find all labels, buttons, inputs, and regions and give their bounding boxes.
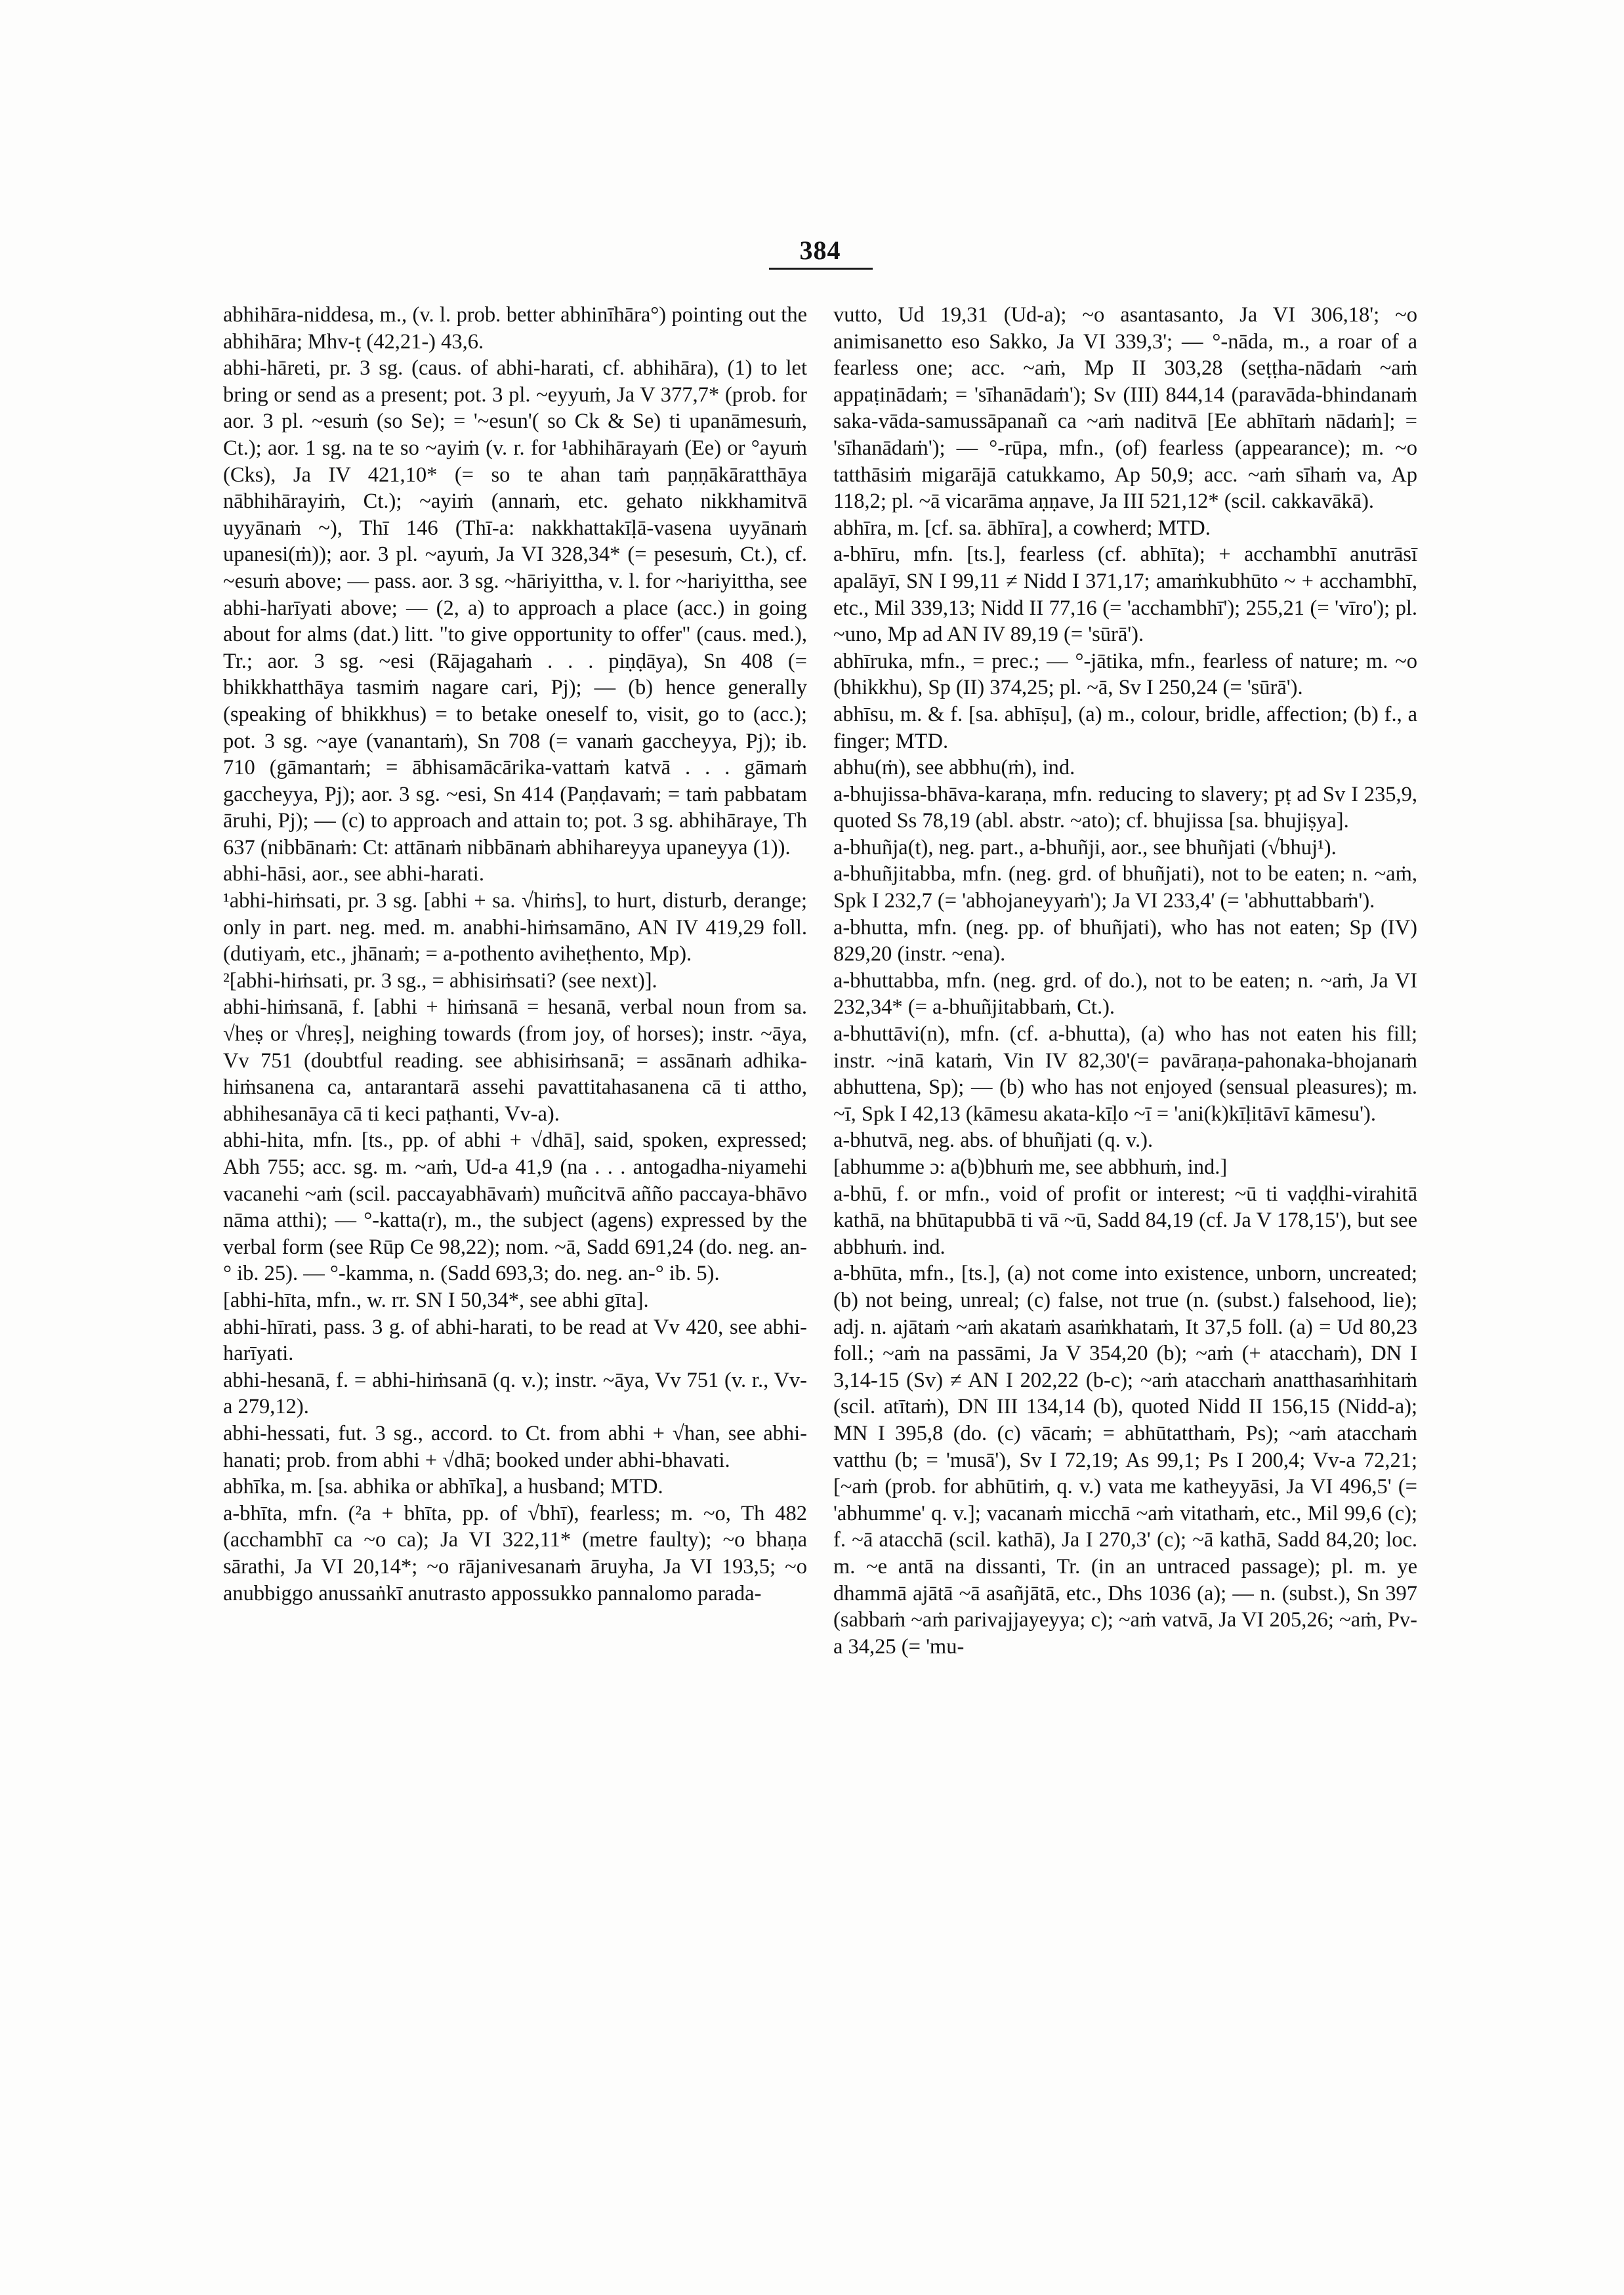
dictionary-entry: abhi-hesanā, f. = abhi-hiṁsanā (q. v.); instr. ~āya, Vv 751 (v. r., Vv-a 279,12). (223, 1368, 807, 1419)
dictionary-entry: abhīka, m. [sa. abhika or abhīka], a husband; MTD. (223, 1475, 663, 1499)
right-column (833, 302, 1417, 1660)
dictionary-entry: abhi-hāreti, pr. 3 sg. (caus. of abhi-harati, cf. abhihāra), (1) to let bring or send as a present; pot. 3 pl. ~eyyuṁ, Ja V 377,7* (prob. for aor. 3 pl. ~esuṁ (so Se); = '~esun'( so Ck & Se) ti upanāmesuṁ, Ct.); aor. 1 sg. na te so ~ayiṁ (v. r. for ¹abhihārayaṁ (Ee) or °ayuṁ (Cks), Ja IV 421,10* (= so te ahan taṁ paṇṇākāratthāya nābhihārayiṁ, Ct.); ~ayiṁ (annaṁ, etc. gehato nikkhamitvā uyyānaṁ ~), Thī 146 (Thī-a: nakkhattakīḷā-vasena uyyānaṁ upanesi(ṁ)); aor. 3 pl. ~ayuṁ, Ja VI 328,34* (= pesesuṁ, Ct.), cf. ~esuṁ above; — pass. aor. 3 sg. ~hāriyittha, v. l. for ~hariyittha, see abhi-harīyati above; — (2, a) to approach a place (acc.) in going about for alms (dat.) litt. "to give opportunity to offer" (caus. med.), Tr.; aor. 3 sg. ~esi (Rājagahaṁ . . . piṇḍāya), Sn 408 (= bhikkhatthāya tasmiṁ nagare cari, Pj); — (b) hence generally (speaking of bhikkhus) = to betake oneself to, visit, go to (acc.); pot. 3 sg. ~aye (vanantaṁ), Sn 708 (= vanaṁ gaccheyya, Pj); ib. 710 (gāmantaṁ; = ābhisamācārika-vattaṁ katvā . . . gāmaṁ gaccheyya, Pj); aor. 3 sg. ~esi, Sn 414 (Paṇḍavaṁ; = taṁ pabbatam āruhi, Pj); — (c) to approach and attain to; pot. 3 sg. abhihāraye, Th 637 (nibbānaṁ: Ct: attānaṁ nibbānaṁ abhihareyya upaneyya (1)). (223, 356, 807, 859)
dictionary-entry: ¹abhi-hiṁsati, pr. 3 sg. [abhi + sa. √hiṁs], to hurt, disturb, derange; only in part. neg. med. m. anabhi-hiṁsamāno, AN IV 419,29 foll. (dutiyaṁ, etc., jhānaṁ; = a-pothento avihеṭhento, Mp). (223, 889, 807, 966)
dictionary-entry: a-bhuñjitabba, mfn. (neg. grd. of bhuñjati), not to be eaten; n. ~aṁ, Spk I 232,7 (= 'abhojaneyyaṁ'); Ja VI 233,4' (= 'abhuttabbaṁ'). (833, 862, 1417, 913)
page-number-rule (769, 268, 873, 270)
page-number: 384 (799, 236, 841, 265)
dictionary-entry: abhihāra-niddesa, m., (v. l. prob. better abhinīhāra°) pointing out the abhihāra; Mhv-ṭ (42,21-) 43,6. (223, 303, 807, 354)
dictionary-entry: abhīruka, mfn., = prec.; — °-jātika, mfn., fearless of nature; m. ~o (bhikkhu), Sp (II) 374,25; pl. ~ā, Sv I 250,24 (= 'sūrā'). (833, 649, 1417, 700)
dictionary-entry: [abhi-hīta, mfn., w. rr. SN I 50,34*, see abhi gīta]. (223, 1288, 649, 1312)
dictionary-entry: abhi-hāsi, aor., see abhi-harati. (223, 862, 484, 886)
dictionary-entry: abhīra, m. [cf. sa. ābhīra], a cowherd; MTD. (833, 516, 1211, 540)
dictionary-entry: a-bhutvā, neg. abs. of bhuñjati (q. v.). (833, 1128, 1154, 1153)
dictionary-entry: a-bhīta, mfn. (²a + bhīta, pp. of √bhī), fearless; m. ~o, Th 482 (acchambhī ca ~o ca); Ja VI 322,11* (metre faulty); ~o bhaṇa sārathi, Ja VI 20,14*; ~o rājanivesanaṁ āruyha, Ja VI 193,5; ~o anubbiggo anussaṅkī anutrasto appossukko pannalomo parada- (223, 1501, 807, 1605)
dictionary-entry: abhīsu, m. & f. [sa. abhīṣu], (a) m., colour, bridle, affection; (b) f., a finger; MTD. (833, 702, 1417, 753)
dictionary-entry: abhi-hita, mfn. [ts., pp. of abhi + √dhā], said, spoken, expressed; Abh 755; acc. sg. m. ~aṁ, Ud-a 41,9 (na . . . antogadha-niyamehi vacanehi ~aṁ (scil. paccayabhāvaṁ) muñcitvā añño paccaya-bhāvo nāma atthi); — °-katta(r), m., the subject (agens) expressed by the verbal form (see Rūp Ce 98,22); nom. ~ā, Sadd 691,24 (do. neg. an-° ib. 25). — °-kamma, n. (Sadd 693,3; do. neg. an-° ib. 5). (223, 1128, 807, 1286)
dictionary-entry: a-bhū, f. or mfn., void of profit or interest; ~ū ti vaḍḍhi-virahitā kathā, na bhūtapubbā ti vā ~ū, Sadd 84,19 (cf. Ja V 178,15'), but see abbhuṁ. ind. (833, 1182, 1417, 1259)
dictionary-entry: a-bhuttāvi(n), mfn. (cf. a-bhutta), (a) who has not eaten his fill; instr. ~inā kataṁ, Vin IV 82,30'(= pavāraṇa-pahonaka-bhojanaṁ abhuttena, Sp); — (b) who has not enjoyed (sensual pleasures); m. ~ī, Spk I 42,13 (kāmesu akata-kīḷo ~ī = 'ani(k)kīḷitāvī kāmesu'). (833, 1022, 1417, 1126)
dictionary-entry: abhi-hīrati, pass. 3 g. of abhi-harati, to be read at Vv 420, see abhi-harīyati. (223, 1315, 807, 1366)
dictionary-entry: a-bhutta, mfn. (neg. pp. of bhuñjati), who has not eaten; Sp (IV) 829,20 (instr. ~ena). (833, 915, 1417, 966)
left-column (223, 302, 807, 1607)
dictionary-entry: a-bhīru, mfn. [ts.], fearless (cf. abhīta); + acchambhī anutrāsī apalāyī, SN I 99,11 ≠ Nidd I 371,17; amaṁkubhūto ~ + acchambhī, etc., Mil 339,13; Nidd II 77,16 (= 'acchambhī'); 255,21 (= 'vīro'); pl. ~uno, Mp ad AN IV 89,19 (= 'sūrā'). (833, 543, 1417, 647)
dictionary-entry: a-bhuñja(t), neg. part., a-bhuñji, aor., see bhuñjati (√bhuj¹). (833, 835, 1337, 859)
dictionary-entry: abhi-hessati, fut. 3 sg., accord. to Ct. from abhi + √han, see abhi-hanati; prob. from abhi + √dhā; booked under abhi-bhavati. (223, 1421, 807, 1472)
dictionary-entry: abhi-hiṁsanā, f. [abhi + hiṁsanā = hesanā, verbal noun from sa. √heṣ or √hreṣ], neighing towards (from joy, of horses); instr. ~āya, Vv 751 (doubtful reading. see abhisiṁsanā; = assānaṁ adhika-hiṁsanena ca, antarantarā assehi pavattitahasanena cā ti attho, abhihesanāya cā ti keci paṭhanti, Vv-a). (223, 995, 807, 1126)
dictionary-entry: ²[abhi-hiṁsati, pr. 3 sg., = abhisiṁsati? (see next)]. (223, 968, 657, 993)
dictionary-entry: abhu(ṁ), see abbhu(ṁ), ind. (833, 756, 1075, 780)
dictionary-entry: vutto, Ud 19,31 (Ud-a); ~o asantasanto, Ja VI 306,18'; ~o animisanetto eso Sakko, Ja VI 339,3'; — °-nāda, m., a roar of a fearless one; acc. ~aṁ, Mp II 303,28 (seṭṭha-nādaṁ ~aṁ appaṭinādaṁ; = 'sīhanādaṁ'); Sv (III) 844,14 (paravāda-bhindanaṁ saka-vāda-samussāpanañ ca ~aṁ naditvā [Ee abhītaṁ nādaṁ]; = 'sīhanādaṁ'); — °-rūpa, mfn., (of) fearless (appearance); m. ~o tatthāsiṁ migarājā catukkamo, Ap 50,9; acc. ~aṁ sīhaṁ va, Ap 118,2; pl. ~ā vicarāma aṇṇave, Ja III 521,12* (scil. cakkavākā). (833, 303, 1417, 514)
dictionary-entry: a-bhuttabba, mfn. (neg. grd. of do.), not to be eaten; n. ~aṁ, Ja VI 232,34* (= a-bhuñjitabbaṁ, Ct.). (833, 968, 1417, 1020)
dictionary-entry: [abhumme ɔ: a(b)bhuṁ me, see abbhuṁ, ind.] (833, 1155, 1228, 1179)
dictionary-entry: a-bhūta, mfn., [ts.], (a) not come into existence, unborn, uncreated; (b) not being, unreal; (c) false, not true (n. (subst.) falsehood, lie); adj. n. ajātaṁ ~aṁ akataṁ asaṁkhataṁ, It 37,5 foll. (a) = Ud 80,23 foll.; ~aṁ na passāmi, Ja V 354,20 (b); ~aṁ (+ atacchaṁ), DN I 3,14-15 (Sv) ≠ AN I 202,22 (b-c); ~aṁ atacchaṁ anatthasaṁhitaṁ (scil. atītaṁ), DN III 134,14 (b), quoted Nidd II 156,15 (Nidd-a); MN I 395,8 (do. (c) vācaṁ; = abhūtatthaṁ, Ps); ~aṁ atacchaṁ vatthu (b; = 'musā'), Sv I 72,19; As 99,1; Ps I 200,4; Vv-a 72,21; [~aṁ (prob. for abhūtiṁ, q. v.) vata me katheyyāsi, Ja VI 496,5' (= 'abhumme' q. v.]; vacanaṁ micchā ~aṁ vitathaṁ, etc., Mil 99,6 (c); f. ~ā atacchā (scil. kathā), Ja I 270,3' (c); ~ā kathā, Sadd 84,20; loc. m. ~e antā na dissanti, Tr. (in an untraced passage); pl. m. ye dhammā ajātā ~ā asañjātā, etc., Dhs 1036 (a); — n. (subst.), Sn 397 (sabbaṁ ~aṁ parivajjayeyya; c); ~aṁ vatvā, Ja VI 205,26; ~aṁ, Pv-a 34,25 (= 'mu- (833, 1262, 1417, 1659)
dictionary-entry: a-bhujissa-bhāva-karaṇa, mfn. reducing to slavery; pṭ ad Sv I 235,9, quoted Ss 78,19 (abl. abstr. ~ato); cf. bhujissa [sa. bhujiṣya]. (833, 782, 1417, 833)
